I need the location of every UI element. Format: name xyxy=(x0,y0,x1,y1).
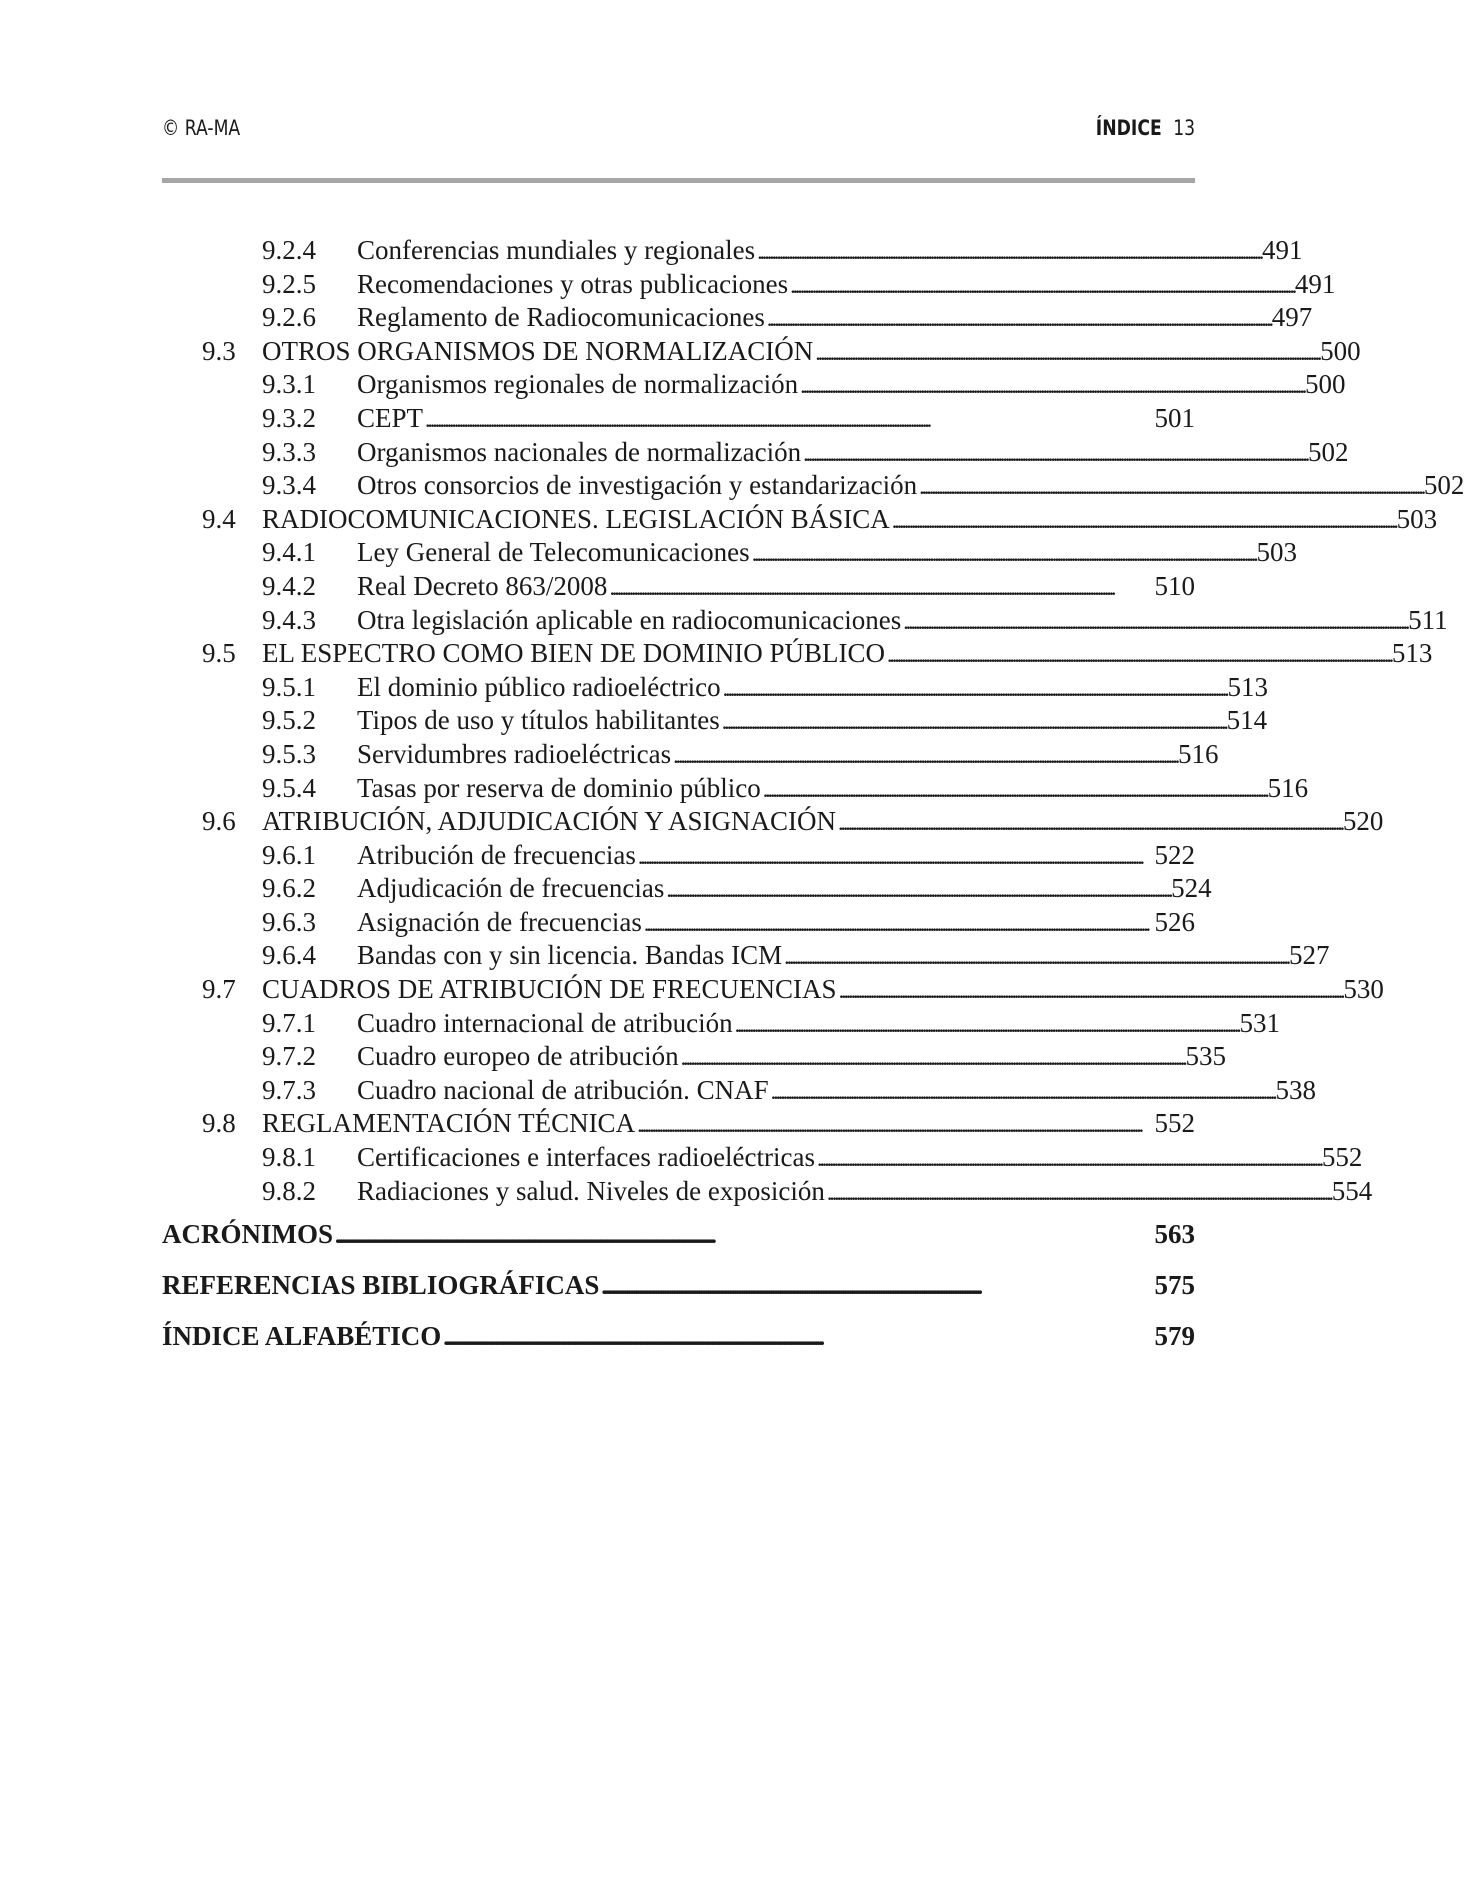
toc-entry-title: OTROS ORGANISMOS DE NORMALIZACIÓN xyxy=(262,335,814,366)
toc-entry-page: 514 xyxy=(1226,705,1268,736)
toc-entry-page: 552 xyxy=(1321,1142,1363,1173)
toc-entry-number: 9.3.4 xyxy=(262,470,316,501)
toc-entry-page: 491 xyxy=(1294,268,1336,299)
dot-leader xyxy=(638,839,1153,874)
toc-entry-page: 513 xyxy=(1227,671,1268,702)
toc-entry-number: 9.3 xyxy=(202,335,236,366)
dot-leader xyxy=(919,469,1422,504)
toc-entry-number: 9.6.1 xyxy=(262,839,316,870)
toc-entry-page: 579 xyxy=(1154,1321,1195,1352)
toc-entry-title: ACRÓNIMOS xyxy=(162,1219,334,1250)
toc-entry-page: 522 xyxy=(1154,839,1195,870)
toc-entry-number: 9.8 xyxy=(202,1108,236,1139)
dot-leader xyxy=(425,402,1152,437)
dot-leader xyxy=(752,536,1255,571)
toc-entry-title: Otros consorcios de investigación y estandarización xyxy=(357,470,918,501)
dot-leader xyxy=(443,1311,1152,1363)
toc-entry-number: 9.2.5 xyxy=(262,268,316,299)
toc-entry-number: 9.4.1 xyxy=(262,537,316,568)
toc-entry-page: 510 xyxy=(1154,570,1195,601)
toc-entry-title: Asignación de frecuencias xyxy=(357,906,642,937)
toc-entry-number: 9.5.2 xyxy=(262,705,316,736)
toc-entry-title: CEPT xyxy=(357,402,424,433)
toc-entry-page: 554 xyxy=(1331,1175,1373,1206)
toc-entry xyxy=(162,1141,1363,1175)
toc-entry-number: 9.7 xyxy=(202,974,236,1005)
toc-entry-number: 9.3.1 xyxy=(262,369,316,400)
toc-entry xyxy=(162,839,1195,873)
toc-entry-title: CUADROS DE ATRIBUCIÓN DE FRECUENCIAS xyxy=(262,974,837,1005)
toc-entry xyxy=(162,973,1384,1007)
toc-entry-number: 9.8.1 xyxy=(262,1142,316,1173)
toc-entry-page: 531 xyxy=(1239,1007,1280,1038)
toc-entry xyxy=(162,1209,1195,1259)
toc-entry-page: 516 xyxy=(1177,738,1219,769)
toc-entry xyxy=(162,234,1303,268)
toc-entry-title: Reglamento de Radiocomunicaciones xyxy=(357,302,765,333)
toc-entry-title: Conferencias mundiales y regionales xyxy=(357,235,756,265)
toc-entry xyxy=(162,301,1313,335)
dot-leader xyxy=(903,604,1406,639)
toc-entry-number: 9.5 xyxy=(202,638,236,669)
page-number: 13 xyxy=(1173,116,1195,140)
dot-leader xyxy=(800,368,1303,403)
dot-leader xyxy=(838,805,1341,840)
toc-entry-title: Organismos regionales de normalización xyxy=(357,369,799,400)
toc-entry-title: Servidumbres radioeléctricas xyxy=(357,738,672,769)
toc-entry xyxy=(162,1074,1316,1108)
dot-leader xyxy=(839,973,1342,1008)
toc-entry-title: EL ESPECTRO COMO BIEN DE DOMINIO PÚBLICO xyxy=(262,638,886,669)
toc-entry-title: Tipos de uso y títulos habilitantes xyxy=(357,705,720,736)
toc-entry-page: 535 xyxy=(1185,1041,1226,1072)
toc-entry-title: Cuadro europeo de atribución xyxy=(357,1041,679,1072)
toc-entry-title: Adjudicación de frecuencias xyxy=(357,873,665,904)
dot-leader xyxy=(815,335,1318,370)
toc-entry-number: 9.4.3 xyxy=(262,604,316,635)
toc-entry xyxy=(162,268,1336,302)
dot-leader xyxy=(666,872,1169,907)
toc-entry-number: 9.2.6 xyxy=(262,302,316,333)
toc-entry-title: Bandas con y sin licencia. Bandas ICM xyxy=(357,940,783,971)
toc-entry xyxy=(162,1175,1373,1209)
toc-entry-number: 9.5.1 xyxy=(262,671,316,702)
toc-entry-title: RADIOCOMUNICACIONES. LEGISLACIÓN BÁSICA xyxy=(262,503,890,534)
dot-leader xyxy=(723,671,1226,706)
toc-entry xyxy=(162,1311,1195,1361)
toc-entry-number: 9.7.2 xyxy=(262,1041,316,1072)
toc-entry-page: 524 xyxy=(1171,873,1212,904)
dot-leader xyxy=(771,1074,1274,1109)
toc-entry-page: 502 xyxy=(1307,436,1349,467)
toc-entry-title: Real Decreto 863/2008 xyxy=(357,570,608,601)
publisher-mark: © RA-MA xyxy=(162,116,241,140)
dot-leader xyxy=(673,738,1176,773)
dot-leader xyxy=(790,268,1293,303)
toc-entry-title: ATRIBUCIÓN, ADJUDICACIÓN Y ASIGNACIÓN xyxy=(262,806,837,837)
toc-entry-page: 575 xyxy=(1154,1270,1195,1301)
toc-entry-number: 9.6.2 xyxy=(262,873,316,904)
toc-entry-number: 9.7.3 xyxy=(262,1074,316,1105)
toc-entry-title: Otra legislación aplicable en radiocomunicaciones xyxy=(357,604,902,635)
dot-leader xyxy=(803,436,1306,471)
dot-leader xyxy=(722,704,1225,739)
dot-leader xyxy=(887,637,1390,672)
header-right xyxy=(1096,116,1195,140)
toc-entry-title: Recomendaciones y otras publicaciones xyxy=(357,268,789,299)
toc-entry xyxy=(162,604,1448,638)
toc-entry-page: 503 xyxy=(1256,537,1297,568)
toc-entry xyxy=(162,469,1464,503)
dot-leader xyxy=(644,906,1153,941)
toc-entry xyxy=(162,402,1195,436)
dot-leader xyxy=(609,570,1152,605)
toc-entry-number: 9.8.2 xyxy=(262,1175,316,1206)
toc-entry-page: 552 xyxy=(1154,1108,1195,1139)
toc-entry xyxy=(162,1007,1280,1041)
toc-entry xyxy=(162,570,1195,604)
dot-leader xyxy=(763,772,1266,807)
toc-entry xyxy=(162,536,1297,570)
toc-entry xyxy=(162,939,1330,973)
dot-leader xyxy=(637,1107,1152,1142)
dot-leader xyxy=(827,1175,1330,1210)
dot-leader xyxy=(817,1141,1320,1176)
dot-leader xyxy=(335,1209,1152,1261)
dot-leader xyxy=(735,1007,1238,1042)
toc-entry xyxy=(162,671,1268,705)
toc-entry-number: 9.7.1 xyxy=(262,1007,316,1038)
toc-entry-title: Certificaciones e interfaces radioeléctricas xyxy=(357,1142,815,1173)
toc-entry-number: 9.6.4 xyxy=(262,940,316,971)
dot-leader xyxy=(767,301,1270,336)
toc-entry-page: 538 xyxy=(1275,1074,1316,1105)
toc-entry-title: REGLAMENTACIÓN TÉCNICA xyxy=(262,1108,636,1139)
toc-entry-page: 527 xyxy=(1288,940,1330,971)
header-rule xyxy=(162,178,1195,183)
toc-entry-page: 511 xyxy=(1408,604,1448,635)
toc-entry xyxy=(162,805,1384,839)
toc-entry-number: 9.3.2 xyxy=(262,402,316,433)
toc-entry-number: 9.4 xyxy=(202,503,236,534)
toc-entry-number: 9.3.3 xyxy=(262,436,316,467)
toc-entry xyxy=(162,704,1268,738)
toc-entry-title: REFERENCIAS BIBLIOGRÁFICAS xyxy=(162,1270,600,1301)
dot-leader xyxy=(892,503,1395,538)
toc-entry xyxy=(162,436,1349,470)
toc-entry xyxy=(162,772,1309,806)
running-header xyxy=(162,116,1195,150)
toc-entry-page: 516 xyxy=(1267,772,1309,803)
toc-entry-title: Atribución de frecuencias xyxy=(357,839,636,870)
table-of-contents xyxy=(162,234,1464,1361)
toc-entry-page: 513 xyxy=(1391,638,1433,669)
dot-leader xyxy=(757,234,1260,269)
toc-entry-page: 530 xyxy=(1343,974,1384,1005)
toc-entry-page: 502 xyxy=(1423,470,1464,501)
toc-entry-page: 563 xyxy=(1154,1219,1195,1250)
toc-entry xyxy=(162,872,1212,906)
toc-entry xyxy=(162,1107,1195,1141)
toc-entry xyxy=(162,1040,1226,1074)
toc-entry-number: 9.4.2 xyxy=(262,570,316,601)
toc-entry-title: El dominio público radioeléctrico xyxy=(357,671,721,702)
toc-entry-page: 500 xyxy=(1304,369,1346,400)
toc-entry-page: 491 xyxy=(1261,235,1303,265)
section-name: ÍNDICE xyxy=(1095,116,1162,140)
toc-entry-page: 500 xyxy=(1320,335,1361,366)
toc-entry-number: 9.5.3 xyxy=(262,738,316,769)
toc-entry-title: ÍNDICE ALFABÉTICO xyxy=(162,1321,442,1352)
toc-entry-number: 9.2.4 xyxy=(262,235,316,265)
toc-entry xyxy=(162,1260,1195,1310)
dot-leader xyxy=(601,1260,1152,1312)
toc-entry-number: 9.6.3 xyxy=(262,906,316,937)
toc-entry-title: Tasas por reserva de dominio público xyxy=(357,772,761,803)
dot-leader xyxy=(681,1040,1184,1075)
toc-entry-title: Organismos nacionales de normalización xyxy=(357,436,802,467)
toc-entry-title: Cuadro nacional de atribución. CNAF xyxy=(357,1074,769,1105)
toc-entry xyxy=(162,503,1438,537)
toc-entry xyxy=(162,906,1195,940)
dot-leader xyxy=(784,939,1287,974)
toc-entry-page: 520 xyxy=(1342,806,1384,837)
toc-entry xyxy=(162,368,1346,402)
toc-entry-title: Cuadro internacional de atribución xyxy=(357,1007,733,1038)
toc-entry-number: 9.6 xyxy=(202,806,236,837)
toc-entry xyxy=(162,738,1219,772)
toc-entry-number: 9.5.4 xyxy=(262,772,316,803)
toc-entry xyxy=(162,335,1361,369)
toc-entry xyxy=(162,637,1433,671)
toc-entry-title: Radiaciones y salud. Niveles de exposición xyxy=(357,1175,825,1206)
toc-entry-title: Ley General de Telecomunicaciones xyxy=(357,537,750,568)
toc-entry-page: 503 xyxy=(1396,503,1438,534)
toc-entry-page: 526 xyxy=(1154,906,1195,937)
toc-entry-page: 501 xyxy=(1154,402,1195,433)
toc-entry-page: 497 xyxy=(1271,302,1313,333)
